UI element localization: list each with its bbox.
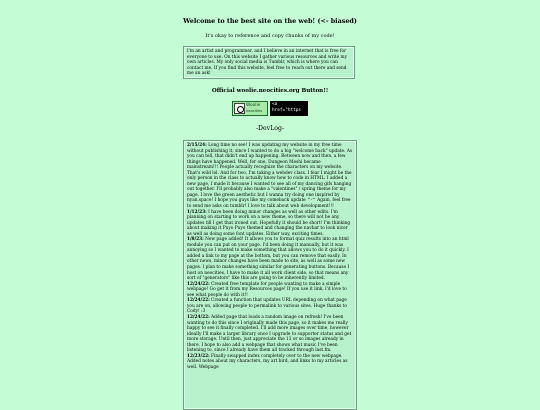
- devlog-entry-text: Created a function that updates URL depending on what page you are on, allowing people to permalink to various sites. Huge thanks to Cody! :3: [187, 298, 347, 315]
- devlog-entry-date: 1/12/23:: [187, 209, 207, 215]
- button-section-heading: Official woolie.neocities.org Button!!: [211, 88, 329, 94]
- devlog-entry-date: 12/24/22:: [187, 281, 210, 287]
- site-button-text-line1: Woolie: [246, 103, 261, 108]
- devlog-entry-date: 12/24/22:: [187, 298, 210, 304]
- devlog-entry-text: Created free template for people wanting to make a simple webpage! Go get it from my Resources page! If you use it link, I'd love to see what people do with it!!: [187, 281, 347, 298]
- devlog-entry: [187, 315, 353, 354]
- page-title: Welcome to the best site on the web! (<- biased): [183, 17, 357, 25]
- button-code-snippet[interactable]: [270, 101, 308, 116]
- devlog-entry: [187, 143, 353, 210]
- devlog-entry: [187, 210, 353, 238]
- site-button-image[interactable]: [232, 101, 268, 116]
- devlog-entry-text: Finally swapped index completely over to the new webpage. Added notes about my characters, my art bird, and links to my articles as well. Webpage: [187, 353, 348, 370]
- intro-box: [183, 46, 355, 79]
- devlog-entry-text: New page added! It allows you to format quiz results into an html module you can put on your page. I'd been doing it manually, but it was annoying so I wanted to make something that allows you to do it quickly. I added a link to my page at the bottom, but you can remove that easily. In other news, minor changes have been made to site, as well as some new pages. I plan to make something similar for generating buttons. Because I host on neocities, I have to make it all work client side, so that means any sort of "generators" like this are going to be inherently limited.: [187, 237, 350, 282]
- devlog-box[interactable]: [183, 140, 357, 410]
- devlog-entry: [187, 237, 353, 281]
- devlog-entry-date: 1/8/23:: [187, 237, 204, 243]
- code-snippet-line2: href="https: [272, 107, 302, 113]
- sheep-face-icon: [234, 103, 245, 114]
- site-button-text-line2: neocities: [246, 109, 263, 113]
- devlog-entry: [187, 354, 353, 371]
- page-subtitle: It's okay to reference and copy chunks of my code!: [205, 33, 335, 39]
- devlog-entry-date: 12/23/22:: [187, 353, 210, 359]
- intro-text: I'm an artist and programmer, and I believe in an internet that is free for everyone to use. On this website I gather various resources and write my own articles. My only social media is Tumblr, which is where you can contact me. If you find this website, feel free to reach out there and send me an ask!: [187, 49, 348, 77]
- devlog-entry-text: I have been doing minor changes as well as other edits. I'm planning on starting to work on a new theme, so there will not be any updates till I get that ironed out. Hopefully it should be short! I'm thinking about making it Puyo Puyo themed and changing the navbar to look nicer as well as doing some font updates. Either way, exciting times.: [187, 209, 351, 237]
- devlog-heading: -DevLog-: [255, 125, 285, 132]
- code-snippet-line1: <a: [272, 102, 278, 107]
- devlog-entry-date: 2/15/24:: [187, 143, 207, 148]
- devlog-entry: [187, 282, 353, 299]
- devlog-entry: [187, 298, 353, 315]
- devlog-entry-date: 12/24/22:: [187, 314, 210, 320]
- devlog-entry-text: Long time no see! I was updating my website in my free time without publishing it, since I wanted to do a big "welcome back" update. As you can tell, that didn't end up happening. Between now and then, a few things have happened. Well, for one, Dungeon Meshi became mainstream!!! People actually recognize the characters on my website. That's wild lol. And for two, I'm taking a webdev class. I fear I might be the only person in the class to actually know how to code in HTML. I added a new page, I made it because I wanted to see all of my dancing gifs hanging out together. I'll probably also make a "valentines" / spring theme for my page. I love the green aesthetic but I wanna try doing one inspired by nyan.space! I hope you guys like my comeback update ^-^ Again, feel free to send me asks on tumblr! I love to talk about web development!!!: [187, 143, 353, 210]
- devlog-entry-text: Added page that loads a random image on refresh! I've been wanting to do this since I originally made this page, so it makes me really happy to see it finally completed. I'll add more images over time, however ideally I'll make a larger library once I upgrade to supporter status and get more storage. Until then, just appreciate the 13 or so images already in there. I hope to also add a webpage that shows what music I've been listening to, since I already have them all tracked through last.fm.: [187, 314, 352, 354]
